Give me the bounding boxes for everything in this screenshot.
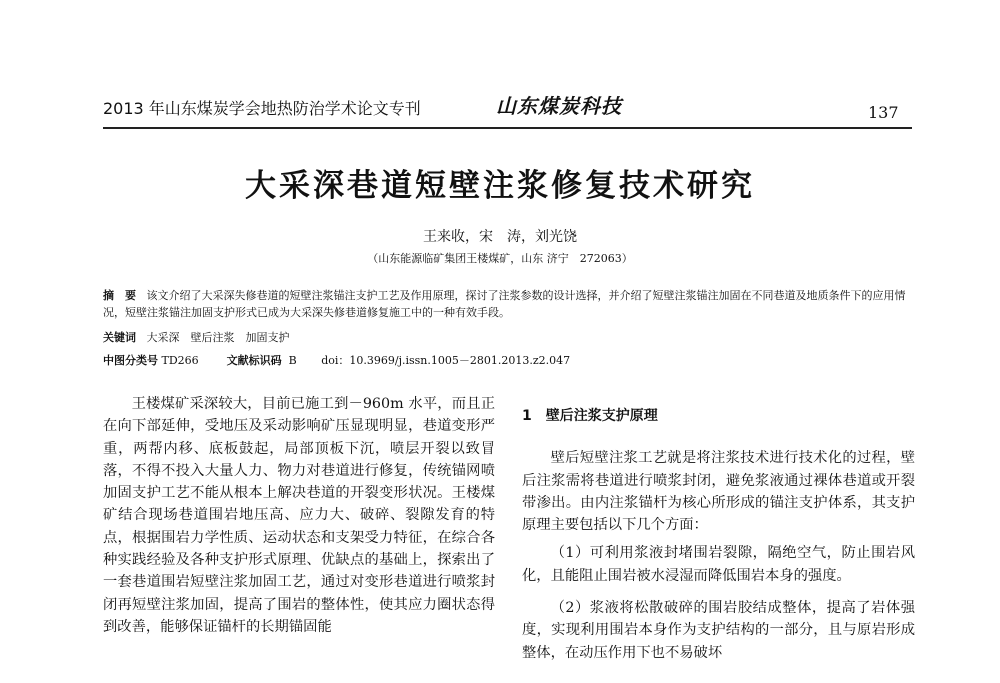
page-number: 137 (868, 103, 899, 122)
doi: doi：10.3969/j.issn.1005－2801.2013.z2.047 (321, 354, 571, 367)
intro-paragraph: 王楼煤矿采深较大，目前已施工到－960m 水平，而且正在向下部延伸，受地压及采动影响矿压显现明显，巷道变形严重，两帮内移、底板鼓起，局部顶板下沉，喷层开裂以致冒落，不得不投入大量人力、物力对巷道进行修复，传统锚网喷加固支护工艺不能从根本上解决巷道的开裂变形状况。王楼煤矿结合现场巷道围岩地压高、应力大、破碎、裂隙发育的特点，根据围岩力学性质、运动状态和支架受力特征，在综合各种实践经验及各种支护形式原理、优缺点的基础上，探索出了一套巷道围岩短壁注浆加固工艺，通过对变形巷道进行喷浆封闭再短壁注浆加固，提高了围岩的整体性，使其应力圈状态得到改善，能够保证锚杆的长期锚固能 (103, 396, 495, 635)
keywords-label: 关键词 (103, 331, 136, 344)
header-rule (103, 127, 912, 129)
clc-label: 中图分类号 (103, 354, 158, 367)
section-paragraph-2: （1）可利用浆液封堵围岩裂隙，隔绝空气，防止围岩风化，且能阻止围岩被水浸湿而降低围岩本身的强度。 (522, 545, 915, 584)
abstract-text: 该文介绍了大采深失修巷道的短壁注浆锚注支护工艺及作用原理，探讨了注浆参数的设计选择，并介绍了短壁注浆锚注加固在不同巷道及地质条件下的应用情况，短壁注浆锚注加固支护形式已成为大采深失修巷道修复施工中的一种有效手段。 (103, 289, 906, 319)
affiliation: （山东能源临矿集团王楼煤矿，山东 济宁 272063） (367, 252, 633, 265)
paper-title: 大采深巷道短壁注浆修复技术研究 (245, 168, 755, 204)
journal-issue-header: 2013 年山东煤炭学会地热防治学术论文专刊 (103, 99, 421, 118)
journal-logo: 山东煤炭科技 (496, 94, 622, 118)
doc-code-value: B (288, 354, 297, 367)
abstract-label: 摘 要 (103, 289, 136, 302)
authors: 王来收，宋 涛，刘光饶 (423, 229, 577, 245)
clc-value: TD266 (161, 354, 199, 367)
section-paragraph-3: （2）浆液将松散破碎的围岩胶结成整体，提高了岩体强度，实现利用围岩本身作为支护结构的一部分，且与原岩形成整体，在动压作用下也不易破坏 (522, 600, 915, 661)
body-column-left (103, 393, 495, 638)
classification-line (103, 352, 915, 368)
section-heading: 1 壁后注浆支护原理 (522, 408, 658, 424)
body-column-right (522, 405, 915, 664)
doc-code-label: 文献标识码 (226, 354, 282, 367)
section-paragraph-1: 壁后短壁注浆工艺就是将注浆技术进行技术化的过程，壁后注浆需将巷道进行喷浆封闭，避免浆液通过裸体巷道或开裂带渗出。由内注浆锚杆为核心所形成的锚注支护体系，其支护原理主要包括以下几个方面： (522, 450, 915, 534)
keywords-text: 大采深 壁后注浆 加固支护 (146, 331, 290, 344)
abstract (103, 287, 915, 321)
keywords (103, 329, 290, 345)
